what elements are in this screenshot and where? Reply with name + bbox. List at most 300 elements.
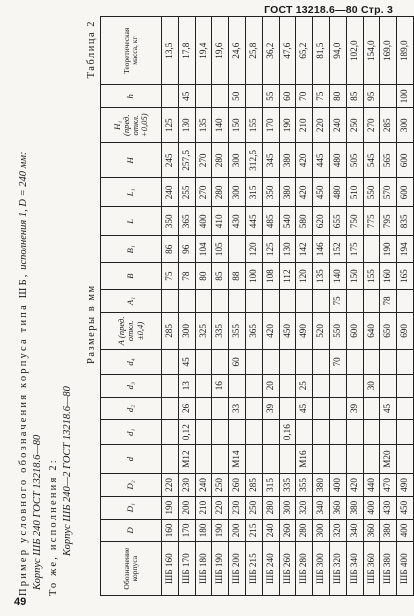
table-cell: 220 — [313, 108, 330, 143]
table-cell: 600 — [397, 178, 414, 207]
table-cell: 380 — [346, 496, 363, 519]
table-cell: 47,6 — [279, 17, 296, 85]
table-cell: 0,12 — [178, 420, 195, 445]
table-cell: M14 — [229, 445, 246, 474]
table-cell: 315 — [262, 474, 279, 497]
table-cell — [313, 397, 330, 420]
page-label: Стр. 3 — [360, 4, 393, 16]
table-cell — [229, 236, 246, 263]
table-cell — [346, 374, 363, 397]
table-cell — [162, 350, 179, 375]
table-cell: 470 — [380, 474, 397, 497]
table-cell: 13,5 — [162, 17, 179, 85]
table-cell: 39 — [346, 397, 363, 420]
example-intro: Пример условного обозначения корпуса типа ШБ, — [18, 272, 29, 596]
table-cell — [313, 445, 330, 474]
table-cell: 335 — [279, 474, 296, 497]
table-cell: 270 — [363, 108, 380, 143]
table-cell — [380, 374, 397, 397]
table-cell: 300 — [397, 108, 414, 143]
table-cell: 400 — [397, 519, 414, 542]
table-cell: 490 — [397, 474, 414, 497]
table-cell: 88 — [229, 263, 246, 290]
table-2-block — [78, 16, 410, 596]
table-cell: 78 — [178, 263, 195, 290]
table-cell: 420 — [262, 312, 279, 349]
table-cell: ШБ 260 — [279, 542, 296, 596]
table-cell: 350 — [162, 207, 179, 236]
table-cell — [245, 374, 262, 397]
column-header: Теоретическая масса, кг — [101, 17, 162, 85]
table-cell: 440 — [363, 474, 380, 497]
table-cell: 300 — [279, 496, 296, 519]
table-cell — [162, 85, 179, 108]
table-cell: 545 — [363, 143, 380, 178]
table-cell — [363, 350, 380, 375]
table-cell: 102,0 — [346, 17, 363, 85]
table-cell: 45 — [296, 397, 313, 420]
table-cell: 125 — [162, 108, 179, 143]
table-cell: ШБ 180 — [195, 542, 212, 596]
column-header: H₁ (пред. откл. +0,05) — [101, 108, 162, 143]
table-cell: 70 — [329, 350, 346, 375]
table-cell: 775 — [363, 207, 380, 236]
example-intro-rest: исполнения 1, D = 240 мм: — [18, 151, 29, 270]
table-cell — [245, 350, 262, 375]
table-cell — [363, 397, 380, 420]
example-line-1 — [18, 151, 29, 596]
table-cell: 135 — [195, 108, 212, 143]
table-cell: 25 — [296, 374, 313, 397]
table-cell: 345 — [262, 143, 279, 178]
table-cell: 450 — [313, 178, 330, 207]
table-caption: Размеры в мм — [86, 284, 97, 364]
table-cell: 165 — [397, 263, 414, 290]
table-cell: 230 — [178, 474, 195, 497]
table-cell: 430 — [229, 207, 246, 236]
table-cell — [212, 290, 229, 313]
table-cell: 365 — [245, 312, 262, 349]
standard-title: ГОСТ 13218.6—80 — [264, 4, 358, 16]
table-cell: 19,4 — [195, 17, 212, 85]
table-cell — [245, 290, 262, 313]
table-cell — [212, 420, 229, 445]
column-header: L₁ — [101, 178, 162, 207]
table-cell: 355 — [296, 474, 313, 497]
table-cell: 240 — [195, 474, 212, 497]
table-cell: 280 — [296, 519, 313, 542]
table-cell: 30 — [363, 374, 380, 397]
table-cell: 490 — [296, 312, 313, 349]
table-row — [313, 17, 330, 596]
table-cell: 380 — [313, 474, 330, 497]
table-cell: 430 — [380, 496, 397, 519]
table-cell — [397, 374, 414, 397]
column-header: B₁ — [101, 236, 162, 263]
table-cell: 400 — [363, 496, 380, 519]
table-cell: 410 — [212, 207, 229, 236]
table-cell — [212, 85, 229, 108]
table-cell — [380, 350, 397, 375]
table-cell: 215 — [245, 519, 262, 542]
table-cell — [346, 420, 363, 445]
table-cell: 13 — [178, 374, 195, 397]
table-cell: ШБ 190 — [212, 542, 229, 596]
table-cell — [313, 350, 330, 375]
table-cell: 420 — [296, 143, 313, 178]
table-cell: 95 — [363, 85, 380, 108]
table-cell — [329, 420, 346, 445]
table-cell — [245, 397, 262, 420]
table-cell: 26 — [178, 397, 195, 420]
table-cell: 270 — [195, 143, 212, 178]
table-cell: 285 — [162, 312, 179, 349]
table-cell: 250 — [245, 496, 262, 519]
table-cell: 80 — [329, 85, 346, 108]
table-cell: 315 — [245, 178, 262, 207]
table-cell: 360 — [329, 496, 346, 519]
table-cell — [329, 445, 346, 474]
table-cell: M20 — [380, 445, 397, 474]
table-cell: 312,5 — [245, 143, 262, 178]
table-row — [296, 17, 313, 596]
table-cell — [162, 374, 179, 397]
dimensions-table — [100, 16, 414, 596]
page-header — [264, 4, 393, 16]
table-cell: 155 — [363, 263, 380, 290]
table-cell — [212, 397, 229, 420]
table-cell — [397, 290, 414, 313]
table-cell — [245, 420, 262, 445]
table-cell: 100 — [397, 85, 414, 108]
table-cell: ШБ 240 — [262, 542, 279, 596]
table-cell — [195, 420, 212, 445]
table-cell: ШБ 360 — [363, 542, 380, 596]
table-cell: 540 — [279, 207, 296, 236]
table-cell: 160 — [380, 263, 397, 290]
column-header: d₂ — [101, 397, 162, 420]
table-cell: 210 — [296, 108, 313, 143]
table-cell: 445 — [245, 207, 262, 236]
table-cell — [162, 445, 179, 474]
table-cell: 112 — [279, 263, 296, 290]
table-cell — [195, 350, 212, 375]
table-cell: 45 — [178, 85, 195, 108]
table-cell — [397, 445, 414, 474]
table-cell: 340 — [346, 519, 363, 542]
table-cell: 70 — [296, 85, 313, 108]
table-cell — [296, 420, 313, 445]
table-row — [178, 17, 195, 596]
table-cell: 280 — [212, 143, 229, 178]
table-cell: 81,5 — [313, 17, 330, 85]
table-cell: 190 — [212, 519, 229, 542]
table-cell — [245, 85, 262, 108]
table-cell: ШБ 300 — [313, 542, 330, 596]
table-cell — [195, 290, 212, 313]
table-cell: 60 — [229, 350, 246, 375]
table-cell: 400 — [329, 474, 346, 497]
table-cell — [229, 290, 246, 313]
table-cell — [346, 350, 363, 375]
table-cell: 85 — [212, 263, 229, 290]
table-cell — [212, 350, 229, 375]
table-cell: 485 — [262, 207, 279, 236]
table-cell: ШБ 400 — [397, 542, 414, 596]
table-cell: 55 — [262, 85, 279, 108]
table-cell — [195, 445, 212, 474]
table-cell: 325 — [195, 312, 212, 349]
column-header: A (пред. откл. ±0,4) — [101, 312, 162, 349]
table-cell — [363, 290, 380, 313]
table-cell — [178, 290, 195, 313]
table-cell: 16 — [212, 374, 229, 397]
table-cell: 105 — [212, 236, 229, 263]
table-cell: 257,5 — [178, 143, 195, 178]
table-cell: 80 — [195, 263, 212, 290]
table-row — [329, 17, 346, 596]
column-header: h — [101, 85, 162, 108]
table-cell: 130 — [178, 108, 195, 143]
table-cell: 450 — [279, 312, 296, 349]
table-cell — [279, 290, 296, 313]
table-cell — [380, 85, 397, 108]
table-cell: 240 — [329, 108, 346, 143]
example-line-3 — [48, 458, 59, 596]
table-cell: 245 — [162, 143, 179, 178]
table-cell — [313, 420, 330, 445]
table-cell: 505 — [346, 143, 363, 178]
table-cell — [262, 350, 279, 375]
table-cell: 655 — [329, 207, 346, 236]
example-designation-1: Корпус ШБ 240 ГОСТ 13218.6—80 — [32, 434, 43, 590]
table-cell: 150 — [229, 108, 246, 143]
table-cell — [346, 445, 363, 474]
table-cell — [195, 85, 212, 108]
table-row — [229, 17, 246, 596]
column-header: d₄ — [101, 350, 162, 375]
rotated-content — [14, 16, 410, 596]
table-cell: 480 — [329, 143, 346, 178]
table-cell: 255 — [178, 178, 195, 207]
table-cell — [162, 290, 179, 313]
table-cell: 835 — [397, 207, 414, 236]
designation-examples — [14, 16, 78, 596]
table-cell — [397, 420, 414, 445]
table-cell: 690 — [397, 312, 414, 349]
table-cell: 335 — [212, 312, 229, 349]
table-cell — [279, 350, 296, 375]
table-label: Таблица 2 — [86, 20, 97, 79]
table-cell: ШБ 170 — [178, 542, 195, 596]
table-cell: 320 — [296, 496, 313, 519]
table-cell: 565 — [380, 143, 397, 178]
table-row — [245, 17, 262, 596]
table-cell: 152 — [329, 236, 346, 263]
table-cell — [279, 397, 296, 420]
table-cell: 270 — [195, 178, 212, 207]
table-cell: 300 — [229, 178, 246, 207]
table-cell: 94,0 — [329, 17, 346, 85]
table-cell — [397, 350, 414, 375]
table-cell — [279, 445, 296, 474]
column-header: d₁ — [101, 420, 162, 445]
table-cell: ШБ 160 — [162, 542, 179, 596]
table-cell: 280 — [262, 496, 279, 519]
table-cell: 140 — [329, 263, 346, 290]
table-cell: 550 — [363, 178, 380, 207]
table-cell: 75 — [329, 290, 346, 313]
table-cell: ШБ 215 — [245, 542, 262, 596]
table-cell: ШБ 340 — [346, 542, 363, 596]
table-cell — [296, 290, 313, 313]
table-cell — [380, 420, 397, 445]
table-cell — [262, 290, 279, 313]
table-cell: 135 — [313, 263, 330, 290]
table-cell: 550 — [329, 312, 346, 349]
table-cell: 260 — [229, 474, 246, 497]
table-cell — [329, 374, 346, 397]
table-row — [262, 17, 279, 596]
table-cell — [162, 420, 179, 445]
table-cell: 240 — [162, 178, 179, 207]
table-cell: 445 — [313, 143, 330, 178]
table-cell: 24,6 — [229, 17, 246, 85]
table-cell: 380 — [380, 519, 397, 542]
table-header-row — [101, 17, 162, 596]
table-cell: 230 — [229, 496, 246, 519]
column-header: A₁ — [101, 290, 162, 313]
table-cell: 190 — [162, 496, 179, 519]
table-cell: 285 — [380, 108, 397, 143]
column-header: D₁ — [101, 496, 162, 519]
table-cell: 480 — [329, 178, 346, 207]
table-cell: 120 — [296, 263, 313, 290]
table-cell: 520 — [313, 312, 330, 349]
table-cell — [195, 374, 212, 397]
table-cell: 250 — [346, 108, 363, 143]
table-cell — [296, 350, 313, 375]
table-row — [380, 17, 397, 596]
table-cell: 36,2 — [262, 17, 279, 85]
table-cell: 260 — [279, 519, 296, 542]
table-cell: 78 — [380, 290, 397, 313]
table-cell: ШБ 200 — [229, 542, 246, 596]
column-header: Обозначение корпуса — [101, 542, 162, 596]
table-row — [195, 17, 212, 596]
table-cell: 86 — [162, 236, 179, 263]
table-cell — [229, 420, 246, 445]
table-cell: 650 — [380, 312, 397, 349]
column-header: d₃ — [101, 374, 162, 397]
table-cell: ШБ 380 — [380, 542, 397, 596]
column-header: B — [101, 263, 162, 290]
table-cell — [195, 397, 212, 420]
table-row — [162, 17, 179, 596]
table-cell: 220 — [162, 474, 179, 497]
table-cell: 130 — [279, 236, 296, 263]
table-cell: 580 — [296, 207, 313, 236]
table-cell: 200 — [229, 519, 246, 542]
table-cell: ШБ 320 — [329, 542, 346, 596]
table-cell — [162, 397, 179, 420]
table-cell: 280 — [212, 178, 229, 207]
table-cell: 120 — [245, 236, 262, 263]
table-row — [279, 17, 296, 596]
example-designation-2: Корпус ШБ 240—2 ГОСТ 13218.6—80 — [62, 386, 73, 556]
table-cell: 250 — [212, 474, 229, 497]
table-cell: 75 — [313, 85, 330, 108]
table-cell: 154,0 — [363, 17, 380, 85]
table-cell — [363, 420, 380, 445]
table-cell: 420 — [346, 474, 363, 497]
table-cell — [262, 420, 279, 445]
table-cell: 45 — [178, 350, 195, 375]
table-cell: 350 — [262, 178, 279, 207]
table-cell: 340 — [313, 496, 330, 519]
table-cell — [229, 374, 246, 397]
column-header: D₂ — [101, 474, 162, 497]
table-cell — [262, 445, 279, 474]
table-cell: 140 — [212, 108, 229, 143]
table-cell: 180 — [195, 519, 212, 542]
table-cell: 160 — [162, 519, 179, 542]
table-cell — [212, 445, 229, 474]
table-cell: 200 — [178, 496, 195, 519]
table-cell: 210 — [195, 496, 212, 519]
table-cell: 96 — [178, 236, 195, 263]
table-cell: 750 — [346, 207, 363, 236]
table-cell: ШБ 280 — [296, 542, 313, 596]
table-cell: 190 — [279, 108, 296, 143]
table-cell: 795 — [380, 207, 397, 236]
table-cell: 194 — [397, 236, 414, 263]
table-cell: 190 — [380, 236, 397, 263]
table-cell: 220 — [212, 496, 229, 519]
table-cell: 50 — [229, 85, 246, 108]
table-cell: 33 — [229, 397, 246, 420]
example-same-version-2: То же, исполнения 2: — [48, 458, 59, 596]
column-header: L — [101, 207, 162, 236]
table-cell: 45 — [380, 397, 397, 420]
table-row — [397, 17, 414, 596]
table-cell: 39 — [262, 397, 279, 420]
table-cell: 19,6 — [212, 17, 229, 85]
table-cell: 75 — [162, 263, 179, 290]
table-cell: M12 — [178, 445, 195, 474]
table-row — [363, 17, 380, 596]
table-row — [346, 17, 363, 596]
table-cell: 510 — [346, 178, 363, 207]
table-cell: 420 — [296, 178, 313, 207]
table-cell: 380 — [279, 178, 296, 207]
table-cell: 169,0 — [380, 17, 397, 85]
table-cell: 300 — [229, 143, 246, 178]
table-cell: 450 — [397, 496, 414, 519]
table-cell: 570 — [380, 178, 397, 207]
table-cell — [329, 397, 346, 420]
table-cell: 600 — [346, 312, 363, 349]
table-cell — [397, 397, 414, 420]
table-cell — [245, 445, 262, 474]
column-header: H — [101, 143, 162, 178]
table-cell — [363, 236, 380, 263]
table-cell: 60 — [279, 85, 296, 108]
table-cell: 170 — [262, 108, 279, 143]
table-cell — [346, 290, 363, 313]
table-cell: 175 — [346, 236, 363, 263]
table-cell: 85 — [346, 85, 363, 108]
